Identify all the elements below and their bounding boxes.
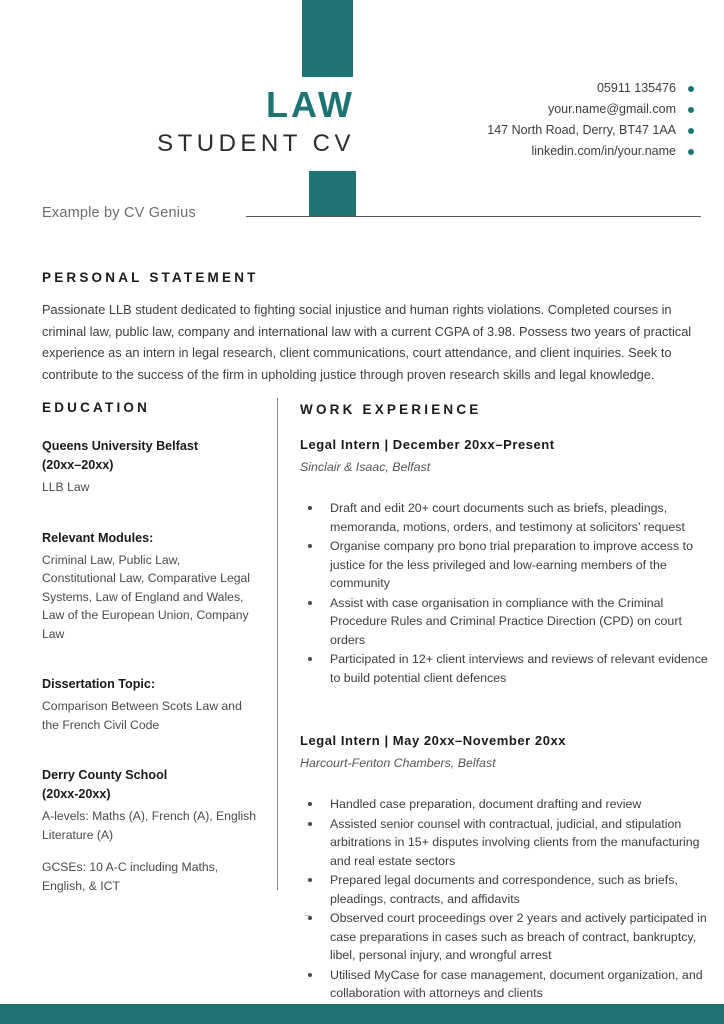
cv-header (0, 0, 724, 240)
job-bullets-2 (300, 795, 712, 1003)
modules-text: Criminal Law, Public Law, Constitutional Law, Comparative Legal Systems, Law of England and Wales, Law of the European Union, Company Law (42, 552, 250, 641)
list-item (300, 537, 712, 593)
list-item (300, 909, 712, 965)
bullet-icon (308, 657, 312, 661)
work-experience-section (300, 402, 712, 1004)
trailing-mark (305, 915, 310, 916)
list-item (300, 795, 712, 814)
phone-dot-icon (688, 86, 694, 92)
contact-item-address (487, 120, 694, 141)
contact-address-text: 147 North Road, Derry, BT47 1AA (487, 123, 676, 137)
bullet-icon (308, 822, 312, 826)
education-entry-university (42, 437, 257, 497)
page-subtitle: STUDENT CV (157, 130, 355, 157)
bullet-icon (308, 506, 312, 510)
education-degree: LLB Law (42, 480, 90, 494)
bullet-icon (308, 544, 312, 548)
dissertation-label: Dissertation Topic: (42, 677, 156, 691)
work-experience-heading: WORK EXPERIENCE (300, 402, 482, 417)
job-entry-2 (300, 731, 712, 1003)
education-school-name: Queens University Belfast (42, 439, 199, 453)
secondary-school-dates: (20xx-20xx) (42, 787, 111, 801)
job-company-2: Harcourt-Fenton Chambers, Belfast (300, 756, 496, 770)
bullet-text: Assisted senior counsel with contractual, judicial, and stipulation arbitrations in 15+ disputes involving clients from the manufacturing and real estate sectors (330, 816, 700, 868)
bullet-text: Prepared legal documents and correspondence, such as briefs, pleadings, contracts, and affidavits (330, 873, 678, 906)
bullet-text: Draft and edit 20+ court documents such as briefs, pleadings, memoranda, motions, orders, and testimony at solicitors’ request (330, 501, 685, 534)
secondary-school-alevels: A-levels: Maths (A), French (A), English Literature (A) (42, 809, 257, 842)
contact-phone-text: 05911 135476 (596, 81, 676, 95)
bullet-icon (308, 878, 312, 882)
contact-item-linkedin[interactable] (487, 141, 694, 162)
list-item (300, 650, 712, 687)
education-school-dates: (20xx–20xx) (42, 458, 114, 472)
list-item (300, 499, 712, 536)
job-title-1: Legal Intern | December 20xx–Present (300, 437, 555, 452)
bullet-icon (308, 916, 312, 920)
education-heading: EDUCATION (42, 400, 151, 415)
contact-list (487, 78, 694, 162)
bullet-text: Organise company pro bono trial preparation to improve access to justice for the less privileged and low-earning members of the community (330, 539, 693, 590)
header-divider (246, 216, 701, 217)
job-title-2: Legal Intern | May 20xx–November 20xx (300, 733, 567, 748)
list-item (300, 966, 712, 1003)
contact-item-phone (487, 78, 694, 99)
bullet-icon (308, 601, 312, 605)
contact-linkedin-text: linkedin.com/in/your.name (531, 144, 676, 158)
address-dot-icon (688, 128, 694, 134)
bullet-text: Handled case preparation, document drafting and review (330, 797, 642, 811)
footer-bar (0, 1004, 724, 1024)
list-item (300, 871, 712, 908)
email-dot-icon (688, 107, 694, 113)
personal-statement-heading: PERSONAL STATEMENT (42, 270, 259, 285)
job-company-1: Sinclair & Isaac, Belfast (300, 460, 431, 474)
column-divider (277, 398, 278, 890)
byline: Example by CV Genius (42, 205, 196, 221)
modules-label: Relevant Modules: (42, 530, 154, 545)
bullet-icon (308, 802, 312, 806)
list-item (300, 594, 712, 650)
bullet-icon (308, 973, 312, 977)
page-title: LAW (266, 84, 355, 125)
list-item (300, 815, 712, 871)
bullet-text: Utilised MyCase for case management, document organization, and collaboration with attorneys and clients (330, 967, 703, 1000)
secondary-school-name: Derry County School (42, 768, 168, 782)
bullet-text: Assist with case organisation in compliance with the Criminal Procedure Rules and Criminal Practice Direction (CPD) on court orders (330, 595, 682, 647)
personal-statement-section (42, 270, 702, 385)
linkedin-dot-icon (688, 149, 694, 155)
job-bullets-1 (300, 499, 712, 687)
education-modules (42, 529, 257, 644)
bullet-text: Participated in 12+ client interviews and reviews of relevant evidence to build potential client defences (330, 652, 708, 685)
secondary-school-gcses: GCSEs: 10 A-C including Maths, English, & ICT (42, 860, 219, 893)
education-dissertation (42, 675, 257, 734)
education-section (42, 400, 257, 895)
bullet-text: Observed court proceedings over 2 years and actively participated in case preparations in cases such as breach of contract, bankruptcy, libel, personal injury, and wrongful arrest (330, 911, 707, 962)
contact-item-email[interactable] (487, 99, 694, 120)
title-group (0, 84, 355, 160)
dissertation-text: Comparison Between Scots Law and the French Civil Code (42, 699, 242, 732)
contact-email-text: your.name@gmail.com (547, 102, 676, 116)
job-entry-1 (300, 435, 712, 687)
personal-statement-body: Passionate LLB student dedicated to fighting social injustice and human rights violations. Completed courses in criminal law, public law, company and international law with a current CGPA of 3.98. Possess two years of practical experience as an intern in legal research, client communications, court attendance, and client inquiries. Seek to contribute to the success of the firm in upholding justice through proven research skills and legal knowledge. (42, 302, 692, 382)
education-entry-school (42, 766, 257, 895)
